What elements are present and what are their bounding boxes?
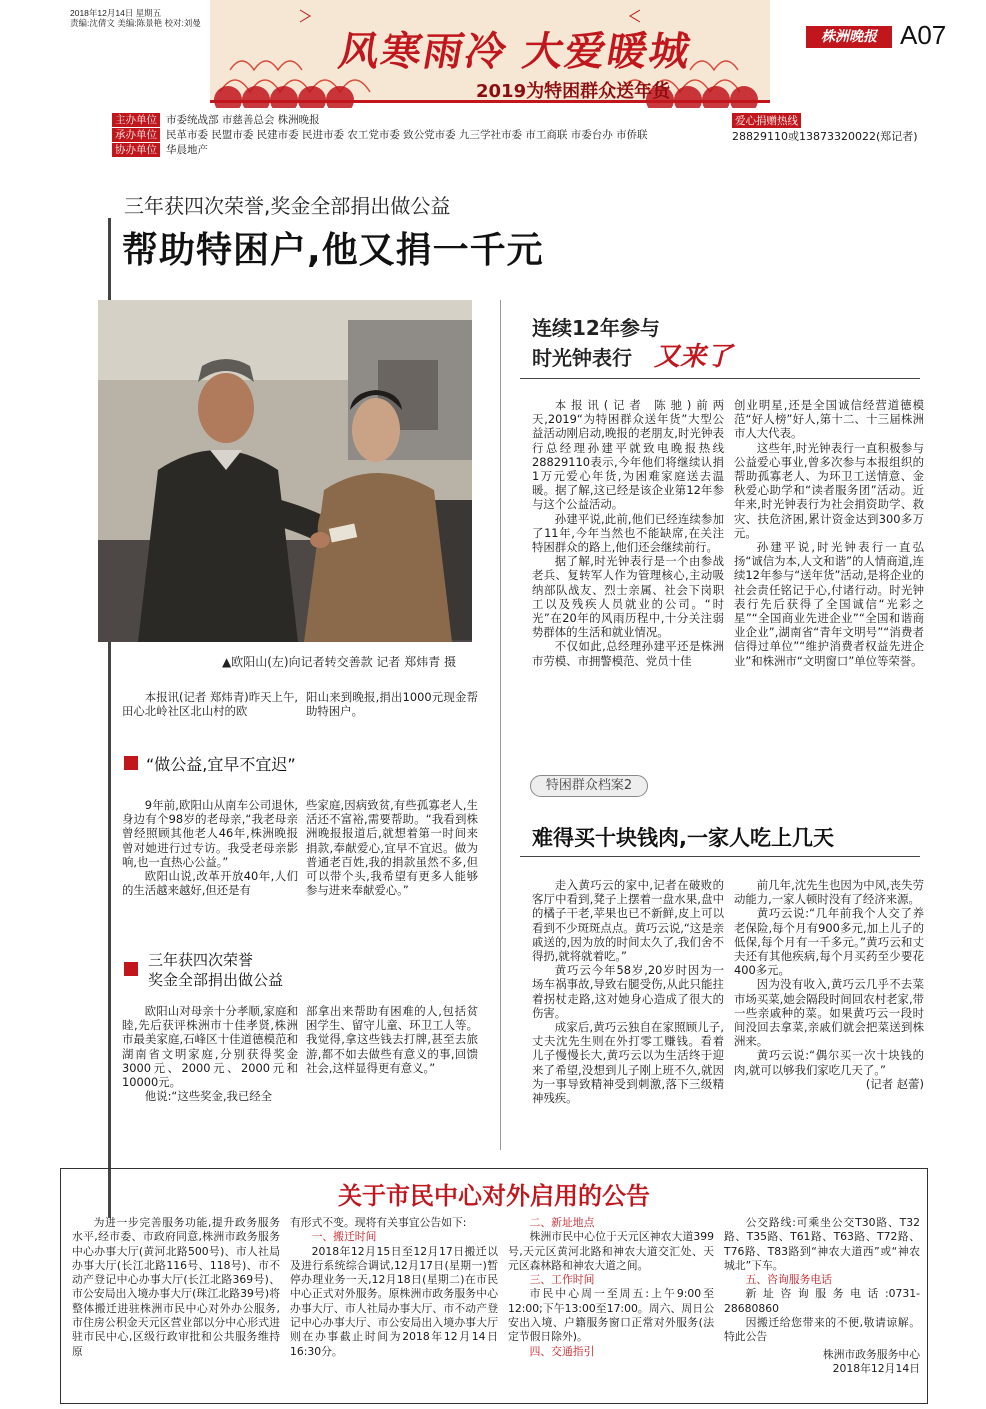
paragraph: 有形式不变。现将有关事宜公告如下:: [290, 1216, 467, 1229]
paragraph: 据了解,时光钟表行是一个由参战老兵、复转军人作为管理核心,主动吸纳部队战友、烈士亲属、社会下岗职工以及残疾人员就业的公司。“时光”在20年的风雨历程中,十分关注弱势群体的生活和就业情况。: [532, 554, 724, 640]
article-photo: [98, 300, 472, 642]
section1-col-1: [122, 798, 298, 897]
paragraph: 部拿出来帮助有困难的人,包括贫困学生、留守儿童、环卫工人等。我觉得,拿这些钱去打牌,甚至去旅游,都不如去做些有意义的事,回馈社会,这样显得更有意义。”: [306, 1004, 478, 1075]
paragraph: 前几年,沈先生也因为中风,丧失劳动能力,一家人顿时没有了经济来源。: [734, 878, 924, 907]
organizer-text: 华晨地产: [166, 144, 208, 156]
paragraph: 些家庭,因病致贫,有些孤寡老人,生活还不富裕,需要帮助。“我看到株洲晚报报道后,就想着第一时间来捐款,奉献爱心,宜早不宜迟。做为普通老百姓,我的捐款虽然不多,但可以带个头,我希望有更多人能够参与进来奉献爱心。”: [306, 798, 478, 898]
article1-col-1: [532, 398, 724, 668]
section2-title-line2: 奖金全部捐出做公益: [148, 971, 284, 989]
intro-col-1: [122, 690, 298, 718]
organizer-tag: 主办单位: [112, 113, 160, 127]
notice-col-1: [72, 1216, 280, 1359]
notice-col-2: [290, 1216, 498, 1359]
notice-col-4: [724, 1216, 920, 1376]
paragraph: 黄巧云今年58岁,20岁时因为一场车祸事故,导致右腿受伤,从此只能拄着拐杖走路,这对她身心造成了很大的伤害。: [532, 963, 724, 1020]
notice-heading: 二、新址地点: [529, 1216, 595, 1229]
article2-title: 难得买十块钱肉,一家人吃上几天: [532, 826, 834, 850]
article2-rule: [520, 856, 920, 857]
article1-title-line2: 时光钟表行: [532, 346, 632, 370]
editors-line: 责编:沈倩文 美编:陈景艳 校对:刘曼: [70, 18, 201, 28]
organizer-row-host: [112, 113, 320, 127]
paragraph: 黄巧云说:“偶尔买一次十块钱的肉,就可以够我们家吃几天了。”: [734, 1048, 924, 1077]
article1-col-2: [734, 398, 924, 668]
paragraph: 因为没有收入,黄巧云几乎不去菜市场买菜,她会隔段时间回农村老家,带一些亲戚种的菜。如果黄巧云一段时间没回去拿菜,亲戚们就会把菜送到株洲来。: [734, 977, 924, 1049]
paper-logo: 株洲晚报: [806, 26, 892, 48]
notice-heading: 三、工作时间: [529, 1273, 595, 1287]
paragraph: 2018年12月15日至12月17日搬迁以及进行系统综合调试,12月17日(星期一)暂停办理业务一天,12月18日(星期二)在市民中心正式对外服务。原株洲市政务服务中心办事大厅、市人社局办事大厅、市不动产登记中心办事大厅、市公安局出入境办事大厅则在办事截止时间为2018年12月14日16:30分。: [290, 1244, 498, 1358]
article1-title-emphasis: 又来了: [654, 342, 733, 372]
section-marker-icon: [124, 756, 138, 770]
series-badge: 特困群众档案2: [530, 775, 648, 797]
notice-col-3: [508, 1216, 714, 1359]
masthead-info: [70, 8, 201, 28]
organizer-tag: 协办单位: [112, 143, 160, 157]
section1-title: “做公益,宜早不宜迟”: [146, 755, 296, 774]
notice-heading: 一、搬迁时间: [311, 1230, 377, 1244]
paragraph: 市民中心周一至周五:上午9:00至12:00;下午13:00至17:00。周六、周日公安出入境、户籍服务窗口正常对外服务(法定节假日除外)。: [508, 1287, 714, 1344]
paragraph: 他说:“这些奖金,我已经全: [144, 1089, 273, 1104]
notice-title: 关于市民中心对外启用的公告: [338, 1182, 650, 1210]
article2-col-2: [734, 878, 924, 1091]
banner-subtitle: 2019为特困群众送年货: [476, 81, 671, 102]
page-number: A07: [900, 20, 947, 50]
section2-title: [148, 950, 283, 990]
section2-title-line1: 三年获四次荣誉: [148, 951, 254, 969]
notice-signer: 株洲市政务服务中心: [822, 1347, 920, 1361]
article1-rule: [520, 378, 920, 379]
paragraph: 走入黄巧云的家中,记者在破败的客厅中看到,凳子上摆着一盘水果,盘中的橘子干老,苹果也已不新鲜,皮上可以看到不少斑斑点点。黄巧云说,“这是亲戚送的,因为放的时间太久了,我们舍不得扔,就将就着吃。”: [532, 878, 724, 964]
byline: (记者 赵蕾): [865, 1076, 924, 1091]
notice-heading: 四、交通指引: [529, 1344, 595, 1358]
paragraph: 不仅如此,总经理孙建平还是株洲市劳模、市拥警模范、党员十佳: [532, 639, 724, 668]
article-kicker: 三年获四次荣誉,奖金全部捐出做公益: [124, 194, 451, 218]
section2-col-2: [306, 1004, 478, 1075]
paragraph: 本报讯(记者 郑炜青)昨天上午,田心北岭社区北山村的欧: [122, 690, 298, 719]
notice-heading: 五、咨询服务电话: [745, 1273, 832, 1287]
hotline-label: 爱心捐赠热线: [732, 113, 801, 128]
hotline-value: 28829110或13873320022(郑记者): [732, 130, 918, 143]
paragraph: 孙建平说,此前,他们已经连续参加了11年,今年当然也不能缺席,在关注特困群众的路上,他们还会继续前行。: [532, 511, 724, 555]
paragraph: 公交路线:可乘坐公交T30路、T32路、T35路、T61路、T63路、T72路、T76路、T83路到“神农大道西”或“神农城北”下车。: [724, 1216, 920, 1272]
organizer-row-assist: [112, 143, 208, 157]
article2-col-1: [532, 878, 724, 1105]
article-headline: 帮助特困户,他又捐一千元: [122, 230, 544, 271]
paragraph: 欧阳山说,改革开放40年,人们的生活越来越好,但还是有: [122, 869, 298, 898]
paragraph: 本报讯(记者 陈驰)前两天,2019“为特困群众送年货”大型公益活动刚启动,晚报的老朋友,时光钟表行总经理孙建平就致电晚报热线28829110表示,今年他们将继续认捐1万元爱心年货,为困难家庭送去温暖。据了解,这已经是该企业第12年参与这个公益活动。: [532, 398, 724, 512]
paragraph: 新址咨询服务电话:0731-28680860: [724, 1287, 920, 1315]
section2-col-1: [122, 1004, 298, 1103]
photo-caption: ▲欧阳山(左)向记者转交善款 记者 郑炜青 摄: [222, 655, 457, 669]
organizer-tag: 承办单位: [112, 128, 160, 142]
paragraph: 欧阳山对母亲十分孝顺,家庭和睦,先后获评株洲市十佳孝贤,株洲市最美家庭,石峰区十佳道德模范和湖南省文明家庭,分别获得奖金3000元、2000元、2000元和10000元。: [122, 1004, 298, 1090]
date-line: 2018年12月14日 星期五: [70, 8, 162, 18]
paragraph: 这些年,时光钟表行一直积极参与公益爱心事业,曾多次参与本报组织的帮助孤寡老人、为环卫工送情意、金秋爱心助学和“读者服务团”活动。近年来,时光钟表行为社会捐资助学、救灾、扶危济困,累计资金达到300多万元。: [734, 440, 924, 540]
paragraph: 黄巧云说:“几年前我个人交了养老保险,每个月有900多元,加上儿子的低保,每个月有一千多元。”黄巧云和丈夫还有其他疾病,每个月买药至少要花400多元。: [734, 906, 924, 978]
organizer-row-undertake: [112, 128, 648, 142]
intro-col-2: [306, 690, 478, 718]
paragraph: 株洲市民中心位于天元区神农大道399号,天元区黄河北路和神农大道交汇处、天元区森林路和神农大道之间。: [508, 1230, 714, 1272]
paragraph: 因搬迁给您带来的不便,敬请谅解。特此公告: [724, 1316, 920, 1344]
paragraph: 9年前,欧阳山从南车公司退休,身边有个98岁的老母亲,“我老母亲曾经照顾其他老人46年,株洲晚报曾对她进行过专访。我受老母亲影响,也一直热心公益。”: [122, 798, 298, 869]
organizer-text: 市委统战部 市慈善总会 株洲晚报: [166, 114, 320, 126]
notice-date: 2018年12月14日: [832, 1361, 920, 1375]
organizer-text: 民革市委 民盟市委 民建市委 民进市委 农工党市委 致公党市委 九三学社市委 市工商联 市委台办 市侨联: [166, 129, 648, 141]
paragraph: 成家后,黄巧云独自在家照顾儿子,丈夫沈先生则在外打零工赚钱。看着儿子慢慢长大,黄巧云以为生活终于迎来了希望,没想到儿子刚上班不久,就因为一事导致精神受到刺激,落下三级精神残疾。: [532, 1020, 724, 1106]
section-marker-icon: [124, 962, 138, 976]
paragraph: 孙建平说,时光钟表行一直弘扬“诚信为本,人文和谐”的人情商道,连续12年参与“送年货”活动,是将企业的社会责任铭记于心,付诸行动。时光钟表行先后获得了全国诚信“光彩之星”“全国商业先进企业”“全国和谐商业企业”,湖南省“青年文明号”“消费者信得过单位”“维护消费者权益先进企业”和株洲市“文明窗口”单位等荣誉。: [734, 540, 924, 668]
column-divider: [500, 300, 501, 1150]
paragraph: 创业明星,还是全国诚信经营道德模范“好人榜”好人,第十二、十三届株洲市人大代表。: [734, 398, 924, 441]
article1-title-line1: 连续12年参与: [532, 316, 660, 340]
paragraph: 为进一步完善服务功能,提升政务服务水平,经市委、市政府同意,株洲市政务服务中心办事大厅(黄河北路500号)、市人社局办事大厅(长江北路116号、118号)、市不动产登记中心办事大厅(长江北路369号)、市公安局出入境办事大厅(珠江北路39号)将整体搬迁进驻株洲市民中心对外办公服务,市住房公积金天元区营业部以分中心形式进驻市民中心,区级行政审批和公共服务维持原: [72, 1216, 280, 1358]
section1-col-2: [306, 798, 478, 897]
paragraph: 阳山来到晚报,捐出1000元现金帮助特困户。: [306, 690, 478, 719]
banner-title: 风寒雨冷 大爱暖城: [335, 28, 696, 75]
